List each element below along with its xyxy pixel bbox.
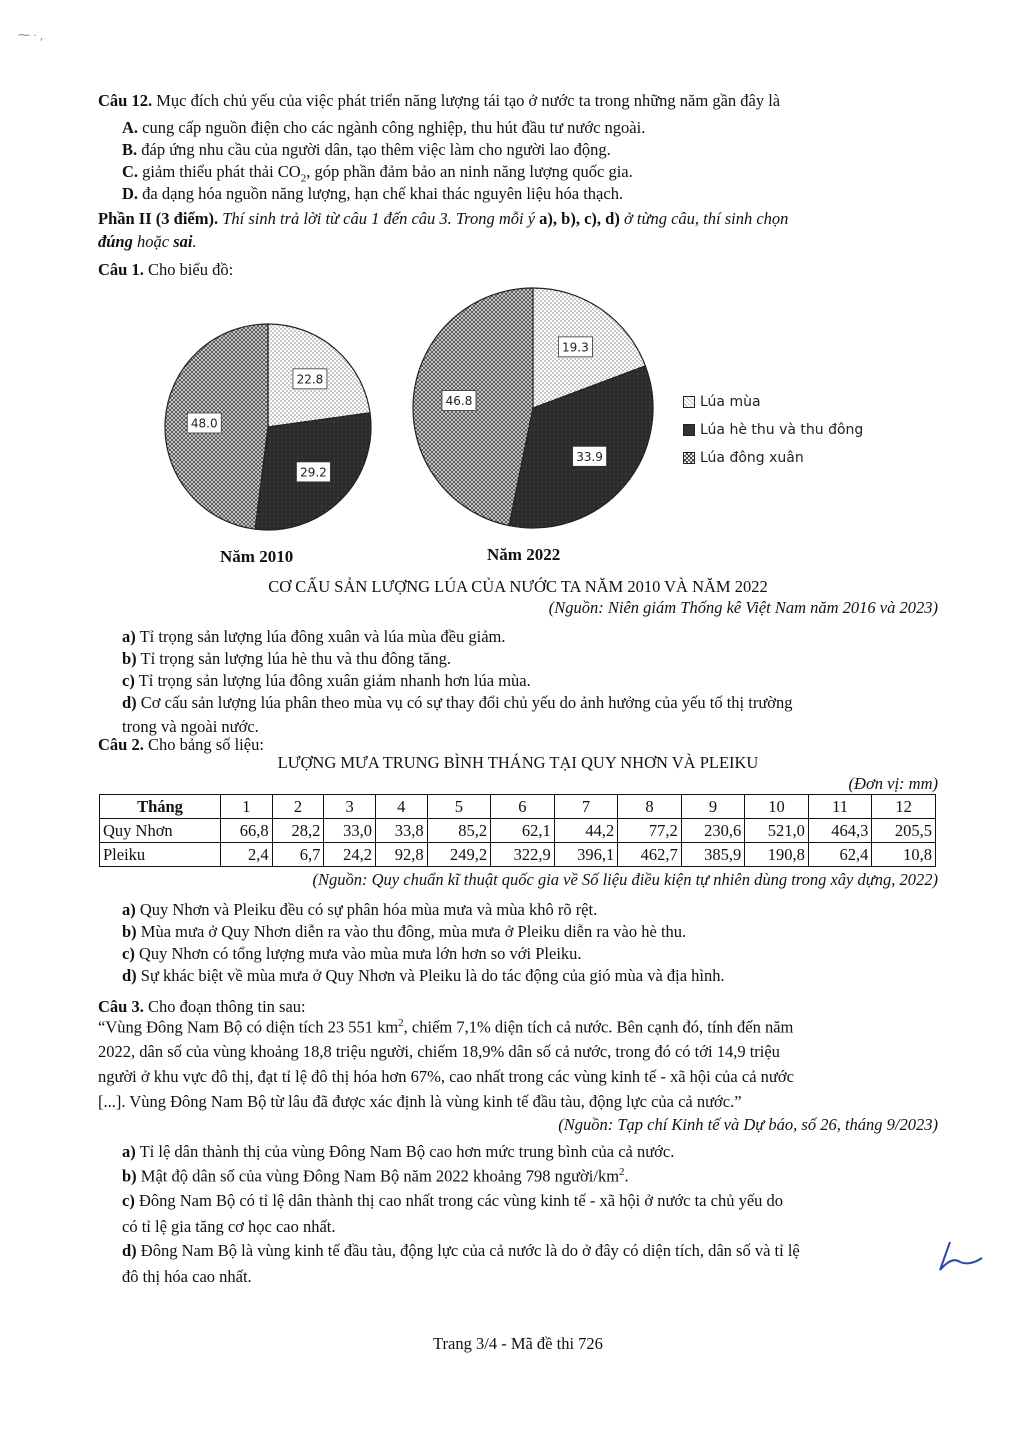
pie-data-label: 33.9 (576, 449, 603, 464)
legend-swatch-icon (683, 424, 695, 436)
pie-data-label: 48.0 (190, 416, 218, 431)
legend-swatch-icon (683, 396, 695, 408)
option-c: C. giảm thiểu phát thải $CO_2$, góp phần đảm bảo an ninh năng lượng quốc gia. (122, 162, 633, 185)
table-row: Quy Nhơn 66,8 28,2 33,0 33,8 85,2 62,1 44,2 77,2 230,6 521,0 464,3 205,5 (100, 819, 936, 843)
statement-a: a) Quy Nhơn và Pleiku đều có sự phân hóa mùa mưa và mùa khô rõ rệt. (122, 900, 598, 919)
passage-source: (Nguồn: Tạp chí Kinh tế và Dự báo, số 26, tháng 9/2023) (558, 1115, 938, 1134)
table-source: (Nguồn: Quy chuẩn kĩ thuật quốc gia về Số liệu điều kiện tự nhiên dùng trong xây dựng, 2022) (312, 870, 938, 889)
statement-d-cont: trong và ngoài nước. (122, 717, 259, 736)
pie-2022 (413, 288, 653, 528)
pie-charts (0, 0, 1020, 560)
table-header-row: Tháng 1 2 3 4 5 6 7 8 9 10 11 12 (100, 795, 936, 819)
option-d: D. đa dạng hóa nguồn năng lượng, hạn chế khai thác nguyên liệu hóa thạch. (122, 184, 624, 203)
option-a: A. cung cấp nguồn điện cho các ngành công nghiệp, thu hút đầu tư nước ngoài. (122, 118, 646, 137)
question-12-title: Câu 12. (98, 91, 153, 110)
question-1-statements (122, 626, 938, 738)
pie-data-label: 19.3 (562, 340, 589, 355)
question-2-title: Câu 2. (98, 735, 144, 754)
pie-label-2022: Năm 2022 (487, 545, 561, 564)
chart-legend (683, 388, 863, 472)
pie-label-2010: Năm 2010 (220, 547, 294, 566)
rainfall-table (99, 794, 936, 867)
pie-2010 (165, 324, 371, 530)
pie-data-label: 46.8 (445, 394, 473, 409)
statement-c: c) Quy Nhơn có tổng lượng mưa vào mùa mưa lớn hơn so với Pleiku. (122, 944, 582, 963)
legend-item-lua-mua: Lúa mùa (683, 388, 863, 416)
statement-b: b) Mật độ dân số của vùng Đông Nam Bộ năm 2022 khoảng 798 người/$km^2$. (122, 1166, 629, 1186)
question-1-title: Câu 1. (98, 260, 144, 279)
legend-swatch-icon (683, 452, 695, 464)
pie-data-label: 29.2 (300, 465, 327, 480)
statement-d: d) Cơ cấu sản lượng lúa phân theo mùa vụ có sự thay đổi chủ yếu do ảnh hưởng của yếu tố thị trường (122, 693, 793, 712)
option-b: B. đáp ứng nhu cầu của người dân, tạo thêm việc làm cho người lao động. (122, 140, 611, 159)
page-footer: Trang 3/4 - Mã đề thi 726 (433, 1334, 603, 1353)
handwritten-mark (930, 1236, 990, 1276)
statement-d: d) Sự khác biệt về mùa mưa ở Quy Nhơn và Pleiku là do tác động của gió mùa và địa hình. (122, 966, 725, 985)
question-2-statements (122, 899, 938, 987)
statement-c-cont: có tỉ lệ gia tăng cơ học cao nhất. (122, 1217, 336, 1236)
question-2-stem: Câu 2. Cho bảng số liệu: (98, 735, 264, 754)
statement-a: a) Tỉ trọng sản lượng lúa đông xuân và lúa mùa đều giảm. (122, 627, 506, 646)
statement-b: b) Mùa mưa ở Quy Nhơn diễn ra vào thu đông, mùa mưa ở Pleiku diễn ra vào hè thu. (122, 922, 687, 941)
statement-a: a) Tỉ lệ dân thành thị của vùng Đông Nam Bộ cao hơn mức trung bình của cả nước. (122, 1142, 675, 1161)
chart-caption: CƠ CẤU SẢN LƯỢNG LÚA CỦA NƯỚC TA NĂM 2010 VÀ NĂM 2022 (268, 577, 768, 596)
pie-data-label: 22.8 (296, 372, 324, 387)
question-3-title: Câu 3. (98, 997, 144, 1016)
part-2-title: Phần II (3 điểm). (98, 209, 219, 228)
question-3-statements (122, 1141, 938, 1290)
statement-d-cont: đô thị hóa cao nhất. (122, 1267, 252, 1286)
statement-d: d) Đông Nam Bộ là vùng kinh tế đầu tàu, động lực của cả nước là do ở đây có diện tích, dân số và tỉ lệ (122, 1241, 800, 1260)
corner-mark: ⁓ · , (18, 28, 43, 42)
question-3-passage: “Vùng Đông Nam Bộ có diện tích 23 551 $km^2$, chiếm 7,1% diện tích cả nước. Bên cạnh đó, tính đến năm 2022, dân số của vùng khoảng 18,8 triệu người, chiếm 18,9% dân số cả nước, trong đó có tới 14,9 triệu người ở khu vực đô thị, đạt tỉ lệ đô thị hóa hơn 67%, cao nhất trong các vùng kinh tế - xã hội của cả nước [...]. Vùng Đông Nam Bộ từ lâu đã được xác định là vùng kinh tế đầu tàu, động lực của cả nước.” (98, 1017, 794, 1111)
legend-item-he-thu: Lúa hè thu và thu đông (683, 416, 863, 444)
question-3-stem: Câu 3. Cho đoạn thông tin sau: (98, 997, 306, 1016)
table-unit: (Đơn vị: mm) (848, 774, 938, 793)
table-title: LƯỢNG MƯA TRUNG BÌNH THÁNG TẠI QUY NHƠN VÀ PLEIKU (277, 753, 759, 772)
question-12-text: Mục đích chủ yếu của việc phát triển năng lượng tái tạo ở nước ta trong những năm gần đây là (152, 91, 781, 110)
part-2-header: Phần II (3 điểm). Thí sinh trả lời từ câu 1 đến câu 3. Trong mỗi ý a), b), c), d) ở từng câu, thí sinh chọn đúng hoặc sai. (98, 209, 789, 252)
statement-b: b) Tỉ trọng sản lượng lúa hè thu và thu đông tăng. (122, 649, 451, 668)
statement-c: c) Tỉ trọng sản lượng lúa đông xuân giảm nhanh hơn lúa mùa. (122, 671, 531, 690)
legend-item-dong-xuan: Lúa đông xuân (683, 444, 863, 472)
chart-source: (Nguồn: Niên giám Thống kê Việt Nam năm 2016 và 2023) (548, 598, 938, 617)
statement-c: c) Đông Nam Bộ có tỉ lệ dân thành thị cao nhất trong các vùng kinh tế - xã hội ở nước ta chủ yếu do (122, 1191, 784, 1210)
question-1-stem: Câu 1. Cho biểu đồ: (98, 260, 234, 279)
table-row: Pleiku 2,4 6,7 24,2 92,8 249,2 322,9 396,1 462,7 385,9 190,8 62,4 10,8 (100, 843, 936, 867)
